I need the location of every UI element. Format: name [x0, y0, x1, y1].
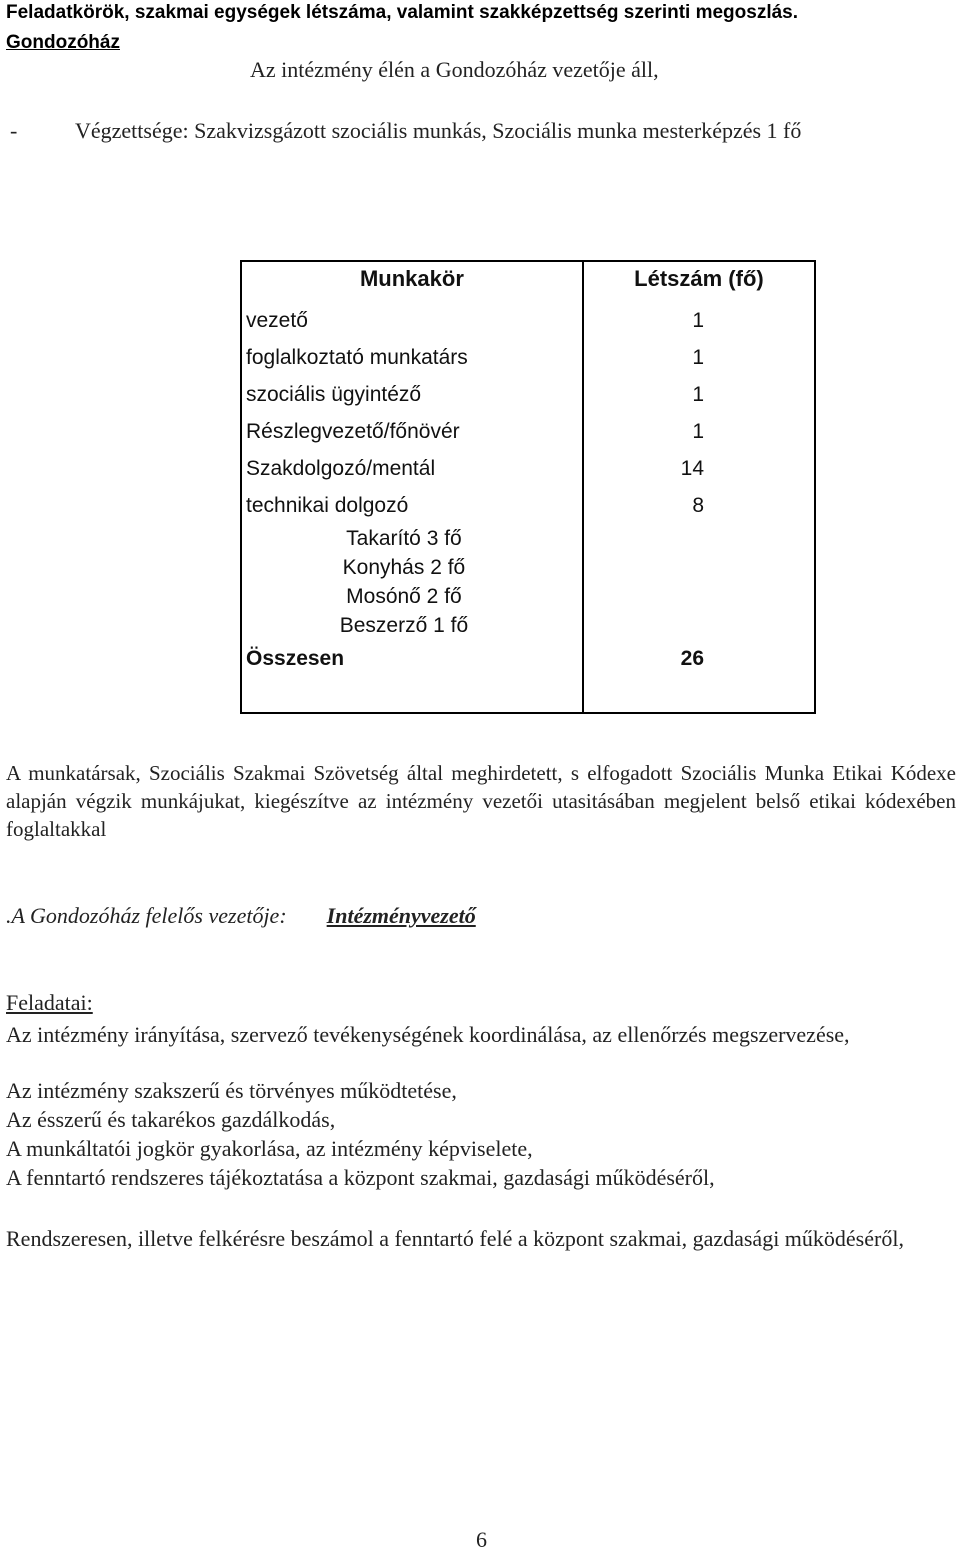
tasks-heading: Feladatai: [6, 990, 93, 1015]
ethics-paragraph: A munkatársak, Szociális Szakmai Szövetség által meghirdetett, s elfogadott Szociális Munka Etikai Kódexe alapján végzik munkájukat, kiegészítve az intézmény vezetői utasitásában megjelent belső etikai kódexében foglaltakkal [6, 761, 956, 841]
task-item: Az intézmény szakszerű és törvényes működtetése, [6, 1078, 457, 1103]
task-item: A munkáltatói jogkör gyakorlása, az intézmény képviselete, [6, 1136, 533, 1161]
table-row [241, 413, 815, 450]
responsible-label: .A Gondozóház felelős vezetője: [6, 903, 287, 928]
table-row [241, 339, 815, 376]
list-dash: - [10, 118, 18, 143]
report-paragraph: Rendszeresen, illetve felkérésre beszámol a fenntartó felé a központ szakmai, gazdasági működéséről, [6, 1226, 904, 1251]
technical-sub-item: Takarító 3 fő [346, 527, 462, 550]
role-cell: Szakdolgozó/mentál [241, 450, 583, 487]
page-number: 6 [476, 1527, 487, 1552]
table-row-total [241, 640, 815, 713]
total-count: 26 [583, 640, 815, 713]
role-cell: vezető [241, 302, 583, 339]
table-row-technical [241, 487, 815, 640]
technical-sub-item: Beszerző 1 fő [339, 614, 469, 637]
table-row [241, 376, 815, 413]
role-cell: foglalkoztató munkatárs [241, 339, 583, 376]
count-cell-technical: 8 [583, 487, 815, 640]
technical-role: technikai dolgozó [246, 494, 409, 517]
task-item: Az intézmény irányítása, szervező tevékenységének koordinálása, az ellenőrzés megszervezése, [6, 1022, 850, 1047]
section-title: Gondozóház [6, 32, 120, 53]
staff-table [240, 260, 816, 714]
count-cell: 1 [583, 413, 815, 450]
header-role: Munkakör [241, 261, 583, 302]
technical-sub-item: Konyhás 2 fő [342, 556, 466, 579]
responsible-value: Intézményvezető [326, 903, 476, 928]
lead-line: Az intézmény élén a Gondozóház vezetője áll, [250, 57, 659, 82]
task-item: A fenntartó rendszeres tájékoztatása a központ szakmai, gazdasági működéséről, [6, 1165, 715, 1190]
header-count: Létszám (fő) [583, 261, 815, 302]
technical-sub-item: Mosónő 2 fő [346, 585, 462, 608]
task-item: Az ésszerű és takarékos gazdálkodás, [6, 1107, 336, 1132]
role-cell: szociális ügyintéző [241, 376, 583, 413]
education-line: Végzettsége: Szakvizsgázott szociális munkás, Szociális munka mesterképzés 1 fő [75, 118, 802, 143]
count-cell: 1 [583, 302, 815, 339]
table-row [241, 450, 815, 487]
responsible-line [6, 903, 476, 929]
role-cell-technical [241, 487, 583, 640]
document-title: Feladatkörök, szakmai egységek létszáma, valamint szakképzettség szerinti megoszlás. [6, 2, 799, 23]
role-cell: Részlegvezető/főnövér [241, 413, 583, 450]
count-cell: 14 [583, 450, 815, 487]
count-cell: 1 [583, 376, 815, 413]
table-row [241, 302, 815, 339]
count-cell: 1 [583, 339, 815, 376]
total-label: Összesen [241, 640, 583, 713]
